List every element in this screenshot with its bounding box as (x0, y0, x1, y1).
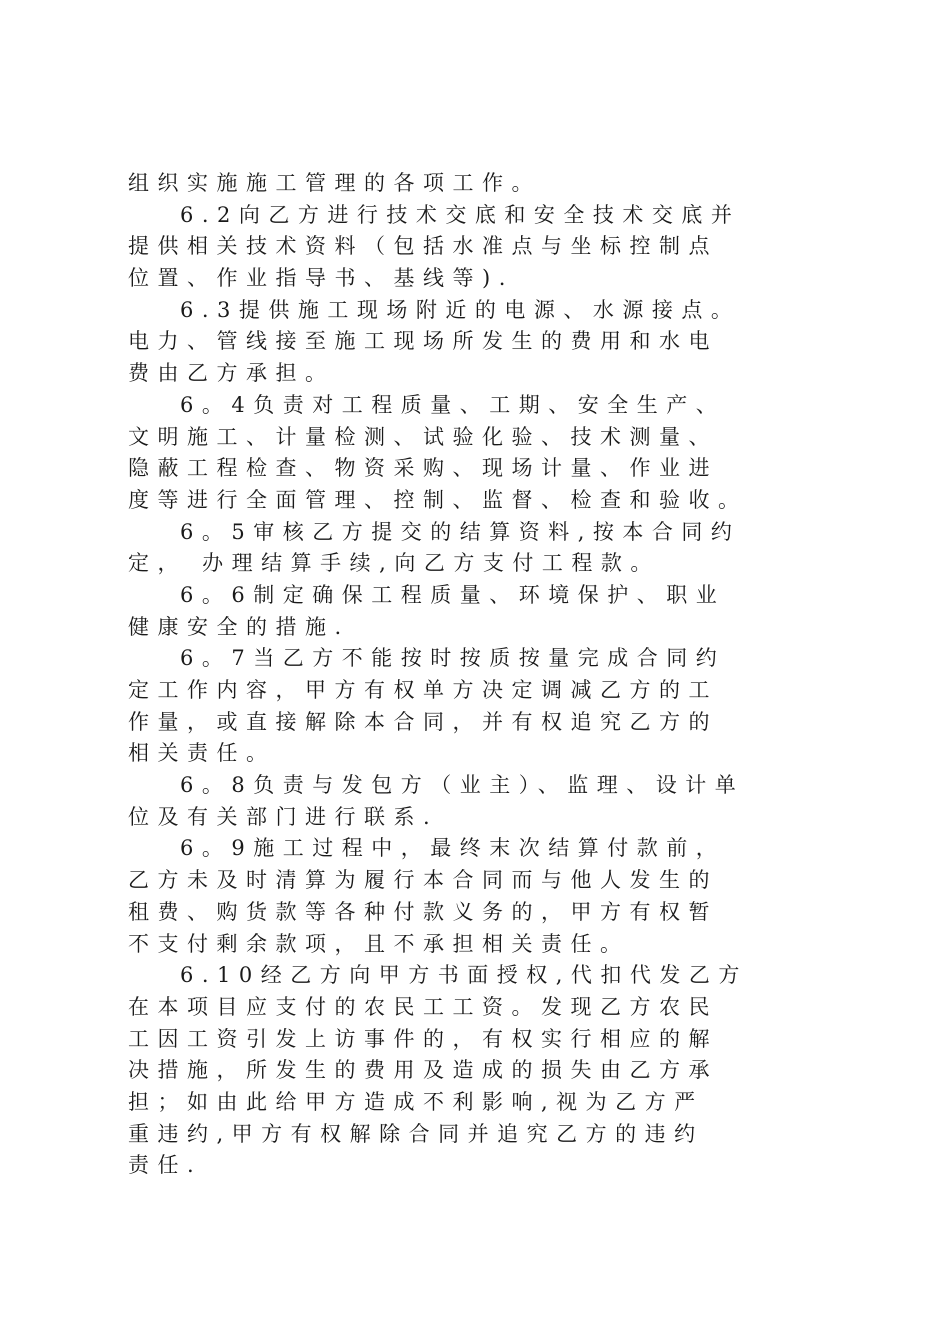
text-line: 6。4负责对工程质量、工期、安全生产、 (180, 392, 726, 417)
text-line: 位置、作业指导书、基线等). (128, 266, 514, 291)
text-line: 决措施，所发生的费用及造成的损失由乙方承 (128, 1058, 718, 1083)
text-line: 作量，或直接解除本合同，并有权追究乙方的 (128, 709, 718, 734)
text-line: 6。6制定确保工程质量、环境保护、职业 (180, 582, 726, 607)
text-line: 租费、购货款等各种付款义务的，甲方有权暂 (128, 899, 718, 924)
contract-body (128, 168, 848, 1182)
text-line: 定工作内容，甲方有权单方决定调减乙方的工 (128, 678, 718, 702)
text-line: 工因工资引发上访事件的，有权实行相应的解 (128, 1026, 718, 1051)
text-line: 文明施工、计量检测、试验化验、技术测量、 (128, 424, 718, 449)
text-line: 6.10经乙方向甲方书面授权,代扣代发乙方 (180, 963, 748, 988)
text-line: 位及有关部门进行联系. (128, 804, 439, 829)
text-line: 6。9施工过程中，最终末次结算付款前， (180, 836, 726, 861)
text-line: 提供相关技术资料（包括水准点与坐标控制点 (128, 234, 718, 259)
text-line: 6。5审核乙方提交的结算资料,按本合同约 (180, 519, 741, 544)
text-line: 责任. (128, 1153, 203, 1178)
text-line: 6。8负责与发包方（业主）、监理、设计单 (180, 773, 745, 798)
text-line: 重违约,甲方有权解除合同并追究乙方的违约 (128, 1121, 704, 1146)
text-line: 度等进行全面管理、控制、监督、检查和验收。 (128, 487, 748, 512)
text-line: 6.3提供施工现场附近的电源、水源接点。 (180, 297, 741, 322)
text-line: 相关责任。 (128, 741, 276, 766)
text-line: 组织实施施工管理的各项工作。 (128, 171, 541, 195)
text-line: 不支付剩余款项，且不承担相关责任。 (128, 931, 630, 956)
text-line: 乙方未及时清算为履行本合同而与他人发生的 (128, 868, 718, 893)
text-line: 健康安全的措施. (128, 614, 350, 639)
text-line: 定， 办理结算手续,向乙方支付工程款。 (128, 551, 660, 576)
text-line: 费由乙方承担。 (128, 361, 335, 386)
text-line: 6。7当乙方不能按时按质按量完成合同约 (180, 646, 726, 671)
text-line: 电力、管线接至施工现场所发生的费用和水电 (128, 329, 718, 354)
text-line: 隐蔽工程检查、物资采购、现场计量、作业进 (128, 456, 718, 481)
text-line: 6.2向乙方进行技术交底和安全技术交底并 (180, 202, 741, 227)
text-line: 在本项目应支付的农民工工资。发现乙方农民 (128, 994, 718, 1019)
text-line: 担；如由此给甲方造成不利影响,视为乙方严 (128, 1089, 704, 1114)
